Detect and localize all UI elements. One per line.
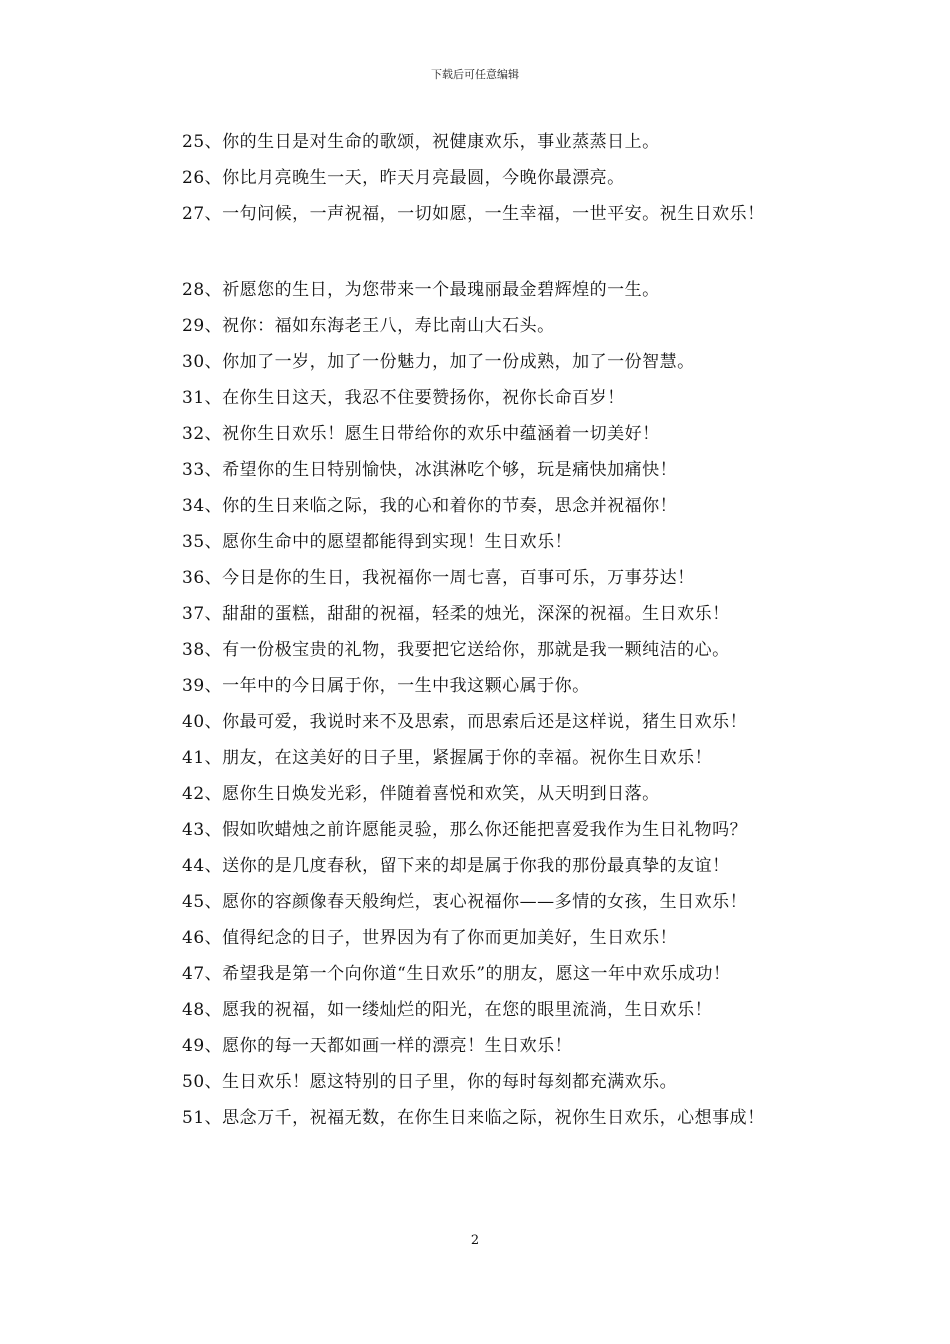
- list-item: 34、你的生日来临之际，我的心和着你的节奏，思念并祝福你！: [182, 496, 678, 516]
- list-item: 51、思念万千，祝福无数，在你生日来临之际，祝你生日欢乐，心想事成！: [182, 1108, 765, 1128]
- list-item: 35、愿你生命中的愿望都能得到实现！生日欢乐！: [182, 532, 573, 552]
- list-item: 39、一年中的今日属于你，一生中我这颗心属于你。: [182, 676, 590, 696]
- page-number: 2: [470, 1233, 480, 1248]
- list-item: 27、一句问候，一声祝福，一切如愿，一生幸福，一世平安。祝生日欢乐！: [182, 204, 765, 224]
- list-item: 37、甜甜的蛋糕，甜甜的祝福，轻柔的烛光，深深的祝福。生日欢乐！: [182, 604, 730, 624]
- list-item: 28、祈愿您的生日，为您带来一个最瑰丽最金碧辉煌的一生。: [182, 280, 660, 300]
- list-item: 45、愿你的容颜像春天般绚烂，衷心祝福你——多情的女孩，生日欢乐！: [182, 892, 748, 912]
- list-item: 47、希望我是第一个向你道“生日欢乐”的朋友，愿这一年中欢乐成功！: [182, 964, 731, 984]
- list-item: 38、有一份极宝贵的礼物，我要把它送给你，那就是我一颗纯洁的心。: [182, 640, 730, 660]
- list-item: 30、你加了一岁，加了一份魅力，加了一份成熟，加了一份智慧。: [182, 352, 695, 372]
- list-item: 29、祝你：福如东海老王八，寿比南山大石头。: [182, 316, 555, 336]
- list-item: 50、生日欢乐！愿这特别的日子里，你的每时每刻都充满欢乐。: [182, 1072, 678, 1092]
- list-item: 49、愿你的每一天都如画一样的漂亮！生日欢乐！: [182, 1036, 573, 1056]
- list-item: 44、送你的是几度春秋，留下来的却是属于你我的那份最真挚的友谊！: [182, 856, 730, 876]
- list-item: 25、你的生日是对生命的歌颂，祝健康欢乐，事业蒸蒸日上。: [182, 132, 660, 152]
- wish-list: [182, 124, 882, 1136]
- list-item: 36、今日是你的生日，我祝福你一周七喜，百事可乐，万事芬达！: [182, 568, 695, 588]
- list-item: 43、假如吹蜡烛之前许愿能灵验，那么你还能把喜爱我作为生日礼物吗？: [182, 820, 748, 840]
- list-item: 26、你比月亮晚生一天，昨天月亮最圆，今晚你最漂亮。: [182, 168, 625, 188]
- list-item: 42、愿你生日焕发光彩，伴随着喜悦和欢笑，从天明到日落。: [182, 784, 660, 804]
- list-item: 46、值得纪念的日子，世界因为有了你而更加美好，生日欢乐！: [182, 928, 678, 948]
- list-item: 40、你最可爱，我说时来不及思索，而思索后还是这样说，猪生日欢乐！: [182, 712, 748, 732]
- list-item: 41、朋友，在这美好的日子里，紧握属于你的幸福。祝你生日欢乐！: [182, 748, 713, 768]
- list-item: 48、愿我的祝福，如一缕灿烂的阳光，在您的眼里流淌，生日欢乐！: [182, 1000, 713, 1020]
- list-item: 31、在你生日这天，我忍不住要赞扬你，祝你长命百岁！: [182, 388, 625, 408]
- list-item: 32、祝你生日欢乐！愿生日带给你的欢乐中蕴涵着一切美好！: [182, 424, 660, 444]
- list-item: 33、希望你的生日特别愉快，冰淇淋吃个够，玩是痛快加痛快！: [182, 460, 678, 480]
- page-header: 下载后可任意编辑: [431, 68, 519, 81]
